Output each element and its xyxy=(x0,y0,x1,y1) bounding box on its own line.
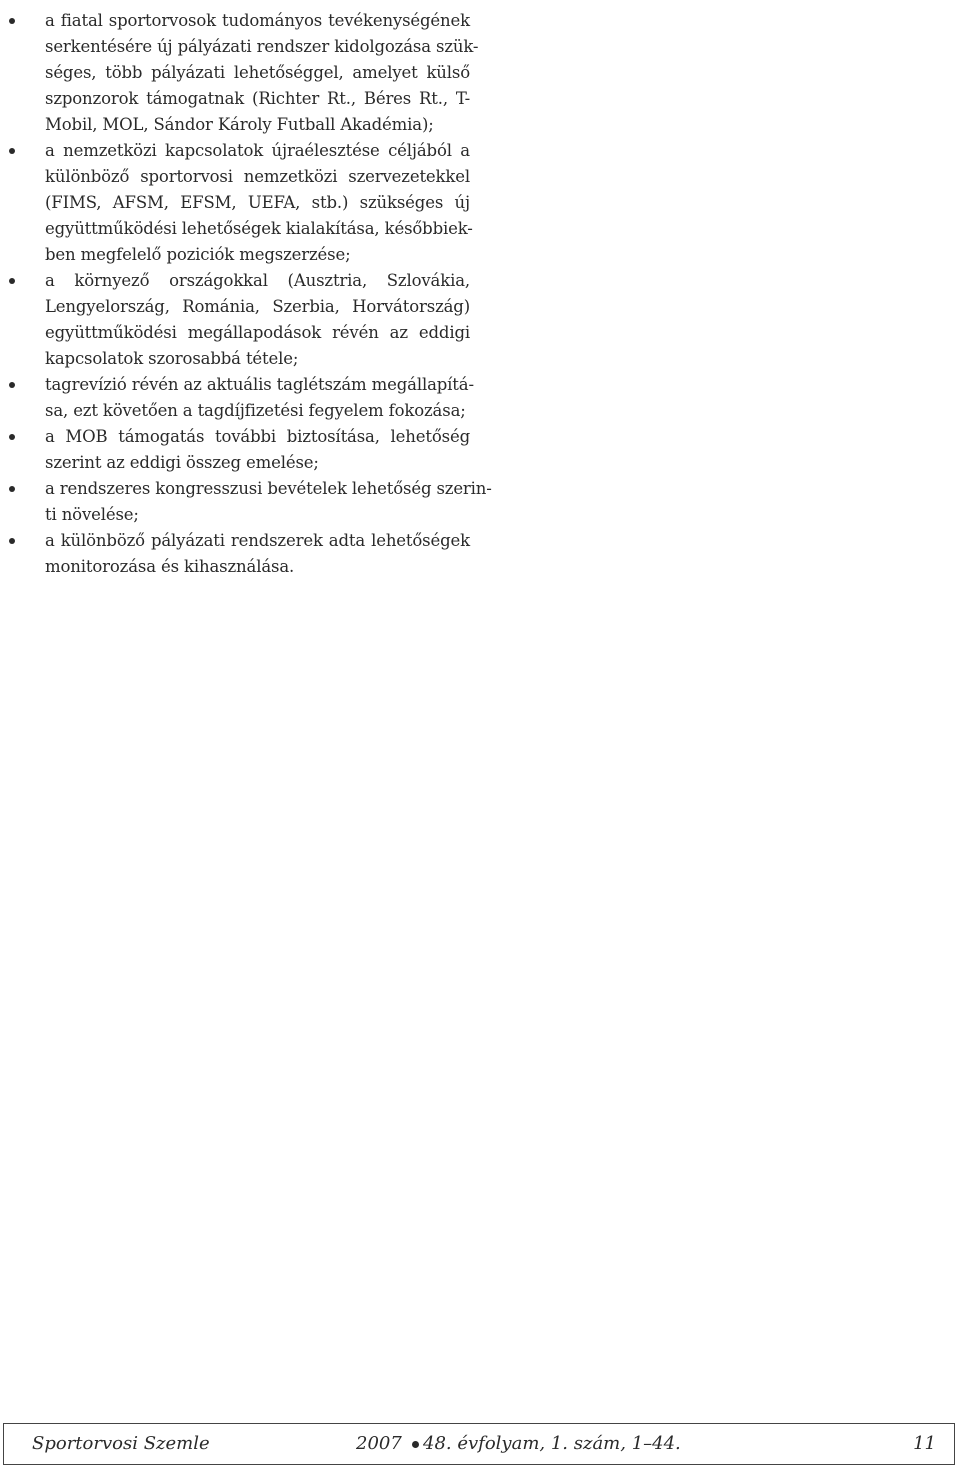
list-item-line: a különböző pályázati rendszerek adta lehetőségek xyxy=(45,531,470,550)
bullet-icon xyxy=(9,382,15,388)
list-item-line: serkentésére új pályázati rendszer kidolgozása szük- xyxy=(45,37,479,56)
list-item-line: (FIMS, AFSM, EFSM, UEFA, stb.) szükséges új xyxy=(45,193,470,212)
list-item-line: a MOB támogatás további biztosítása, lehetőség xyxy=(45,427,470,446)
list-item-line: együttműködési megállapodások révén az eddigi xyxy=(45,323,470,342)
page-number: 11 xyxy=(913,1433,936,1454)
publication-year: 2007 xyxy=(356,1433,402,1454)
list-item-line: Mobil, MOL, Sándor Károly Futball Akadémia); xyxy=(45,115,434,134)
list-item-line: séges, több pályázati lehetőséggel, amelyet külső xyxy=(45,63,470,82)
list-item-line: ben megfelelő poziciók megszerzése; xyxy=(45,245,351,264)
bullet-icon xyxy=(9,278,15,284)
bullet-icon xyxy=(9,148,15,154)
bullet-icon xyxy=(9,538,15,544)
page-footer xyxy=(3,1423,955,1465)
list-item-line: szponzorok támogatnak (Richter Rt., Béres Rt., T- xyxy=(45,89,470,108)
list-item-line: kapcsolatok szorosabbá tétele; xyxy=(45,349,299,368)
list-item-line: ti növelése; xyxy=(45,505,139,524)
bullet-icon xyxy=(9,18,15,24)
list-item-line: a környező országokkal (Ausztria, Szlovákia, xyxy=(45,271,470,290)
list-item-line: tagrevízió révén az aktuális taglétszám megállapítá- xyxy=(45,375,474,394)
list-item-line: szerint az eddigi összeg emelése; xyxy=(45,453,319,472)
list-item-line: a nemzetközi kapcsolatok újraélesztése céljából a xyxy=(45,141,470,160)
list-item-line: a fiatal sportorvosok tudományos tevékenységének xyxy=(45,11,470,30)
separator-dot-icon xyxy=(412,1441,419,1448)
issue-info: 48. évfolyam, 1. szám, 1–44. xyxy=(423,1433,681,1454)
list-item-line: együttműködési lehetőségek kialakítása, későbbiek- xyxy=(45,219,473,238)
bullet-icon xyxy=(9,434,15,440)
journal-title: Sportorvosi Szemle xyxy=(32,1433,210,1454)
list-item-line: monitorozása és kihasználása. xyxy=(45,557,295,576)
list-item-line: Lengyelország, Románia, Szerbia, Horvátország) xyxy=(45,297,470,316)
list-item-line: a rendszeres kongresszusi bevételek lehetőség szerin- xyxy=(45,479,492,498)
list-item-line: sa, ezt követően a tagdíjfizetési fegyelem fokozása; xyxy=(45,401,466,420)
list-item-line: különböző sportorvosi nemzetközi szervezetekkel xyxy=(45,167,470,186)
bullet-icon xyxy=(9,486,15,492)
